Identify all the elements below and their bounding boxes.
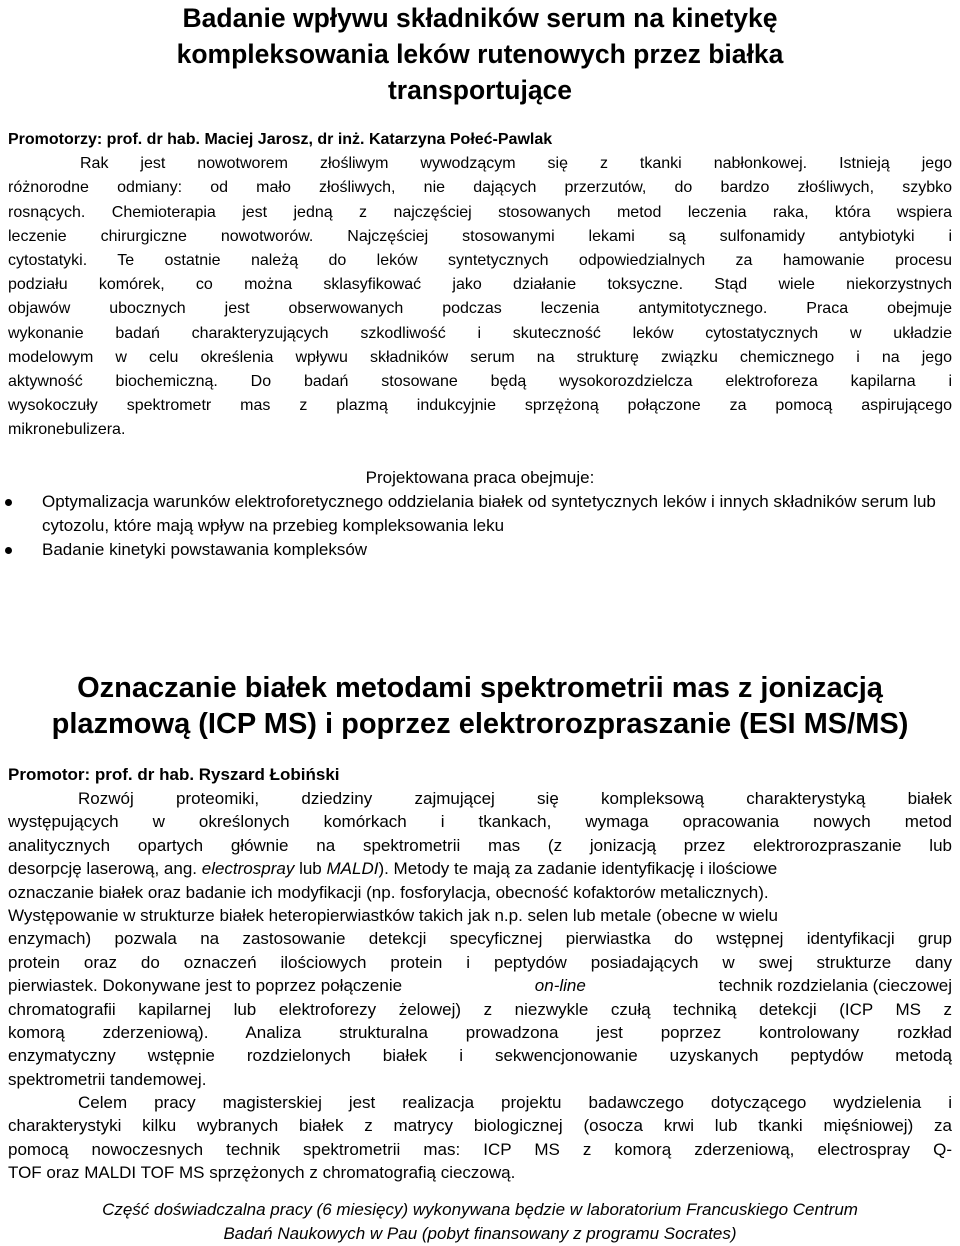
project1-description-line: mikronebulizera. <box>8 421 126 439</box>
project2-note <box>0 1198 960 1245</box>
project2-paragraph-line: chromatografii kapilarnej lub elektroforezy żelowej) z niezwykle czułą techniką detekcji (ICP MS z <box>8 999 952 1019</box>
project1-scope-heading: Projektowana praca obejmuje: <box>365 468 595 487</box>
project2-paragraph-line: Występowanie w strukturze białek heteropierwiastków takich jak n.p. selen lub metale (obecne w wielu <box>8 905 778 925</box>
project2-paragraph-line: TOF oraz MALDI TOF MS sprzężonych z chromatografią cieczową. <box>8 1163 516 1183</box>
italic-term: MALDI <box>326 859 379 879</box>
project1-description-line: objawów ubocznych jest obserwowanych podczas leczenia antymitotycznego. Praca obejmuje <box>8 300 952 318</box>
project2-paragraph-line: enzymatyczny wstępnie rozdzielonych białek i sekwencjonowanie uzyskanych peptydów metodą <box>8 1046 952 1066</box>
text-run: pierwiastek. Dokonywane jest to poprzez połączenie <box>8 976 403 996</box>
project2-note-line: Badań Naukowych w Pau (pobyt finansowany z programu Socrates) <box>223 1223 737 1243</box>
project1-description-line: Rak jest nowotworem złośliwym wywodzącym się z tkanki nabłonkowej. Istnieją jego <box>80 155 952 173</box>
project2-paragraph-line: analitycznych opartych głównie na spektrometrii mas (z jonizacją przez elektrorozpraszanie lub <box>8 835 952 855</box>
project2-title <box>0 670 960 742</box>
project1-description-line: różnorodne odmiany: od mało złośliwych, nie dających przerzutów, do bardzo złośliwych, szybko <box>8 179 952 197</box>
project1-promotors: Promotorzy: prof. dr hab. Maciej Jarosz, dr inż. Katarzyna Połeć-Pawlak <box>8 131 553 148</box>
project1-scope-list <box>0 490 960 562</box>
project2-paragraph-line: pomocą nowoczesnych technik spektrometrii mas: ICP MS z komorą zderzeniową, electrospray Q- <box>8 1139 952 1159</box>
list-item <box>0 490 947 538</box>
project2-paragraph-line <box>8 857 952 880</box>
project2-paragraph-line: występujących w określonych komórkach i tkankach, wymaga opracowania nowych metod <box>8 812 952 832</box>
bullet-icon <box>5 499 12 506</box>
bullet-icon <box>5 547 12 554</box>
project2-paragraph-line: Celem pracy magisterskiej jest realizacja projektu badawczego dotyczącego wydzielenia i <box>78 1093 952 1113</box>
project2-paragraph-line: enzymach) pozwala na zastosowanie detekcji specyficznej pierwiastka do wstępnej identyfikacji grup <box>8 929 952 949</box>
project2-title-line: plazmową (ICP MS) i poprzez elektrorozpraszanie (ESI MS/MS) <box>51 708 909 740</box>
list-item-text: Optymalizacja warunków elektroforetycznego oddzielania białek od syntetycznych leków i innych składników serum lub cytozolu, które mają wpływ na przebieg kompleksowania leku <box>42 492 936 535</box>
project2-paragraph-line: oznaczanie białek oraz badanie ich modyfikacji (np. fosforylacja, obecność kofaktorów metalicznych). <box>8 882 769 902</box>
project1-description-line: wysokoczuły spektrometr mas z plazmą indukcyjnie sprzężoną połączone za pomocą aspirującego <box>8 397 952 415</box>
project2-note-line: Część doświadczalna pracy (6 miesięcy) wykonywana będzie w laboratorium Francuskiego Centrum <box>102 1200 858 1219</box>
text-run: lub <box>294 859 327 879</box>
text-run: desorpcję laserową, ang. <box>8 859 202 879</box>
project2-paragraph-line: spektrometrii tandemowej. <box>8 1069 207 1089</box>
project1-body <box>8 128 952 442</box>
project1-description-line: wykonanie badań charakteryzujących szkodliwość i skuteczność leków cytostatycznych w układzie <box>8 324 952 342</box>
project1-title-line: transportujące <box>387 75 573 105</box>
project1-title-line: Badanie wpływu składników serum na kinetykę <box>182 3 778 33</box>
list-item-text: Badanie kinetyki powstawania kompleksów <box>42 540 368 559</box>
project2-paragraph-line <box>8 974 952 997</box>
project1-title <box>0 0 960 108</box>
project1-title-line: kompleksowania leków rutenowych przez białka <box>176 39 784 69</box>
project2-paragraph-line: komorą zderzeniową). Analiza strukturalna prowadzona jest poprzez kontrolowany rozkład <box>8 1022 952 1042</box>
project1-description-line: aktywność biochemiczną. Do badań stosowane będą wysokorozdzielcza elektroforeza kapilarna i <box>8 372 952 390</box>
italic-term: on-line <box>534 976 586 996</box>
project2-paragraph-line: charakterystyki kilku wybranych białek z matrycy biologicznej (osocza krwi lub tkanki mięśniowej) za <box>8 1116 952 1136</box>
project1-description-line: modelowym w celu określenia wpływu składników serum na strukturę związku chemicznego i na jego <box>8 348 952 366</box>
project1-description-line: podziału komórek, co można sklasyfikować jako działanie toksyczne. Stąd wiele niekorzystnych <box>8 276 952 294</box>
list-item <box>0 538 947 562</box>
project2-promotor: Promotor: prof. dr hab. Ryszard Łobiński <box>8 765 340 784</box>
project1-description-line: leczenie chirurgiczne nowotworów. Najczęściej stosowanymi lekami są sulfonamidy antybiotyki i <box>8 227 952 245</box>
project1-description-line: cytostatyki. Te ostatnie należą do leków syntetycznych odpowiedzialnych za hamowanie procesu <box>8 251 952 269</box>
project2-body <box>8 787 952 1185</box>
project2-title-line: Oznaczanie białek metodami spektrometrii mas z jonizacją <box>77 672 883 704</box>
project1-description-line: rosnących. Chemioterapia jest jedną z najczęściej stosowanych metod leczenia raka, która wspiera <box>8 203 952 221</box>
text-run: technik rozdzielania (cieczowej <box>718 976 952 996</box>
project2-paragraph-line: Rozwój proteomiki, dziedziny zajmującej się kompleksową charakterystyką białek <box>78 789 952 808</box>
text-run: ). Metody te mają za zadanie identyfikację i ilościowe <box>378 859 778 879</box>
italic-term: electrospray <box>201 859 295 879</box>
project2-paragraph-line: protein oraz do oznaczeń ilościowych protein i peptydów posiadających w swej strukturze dany <box>8 952 952 972</box>
